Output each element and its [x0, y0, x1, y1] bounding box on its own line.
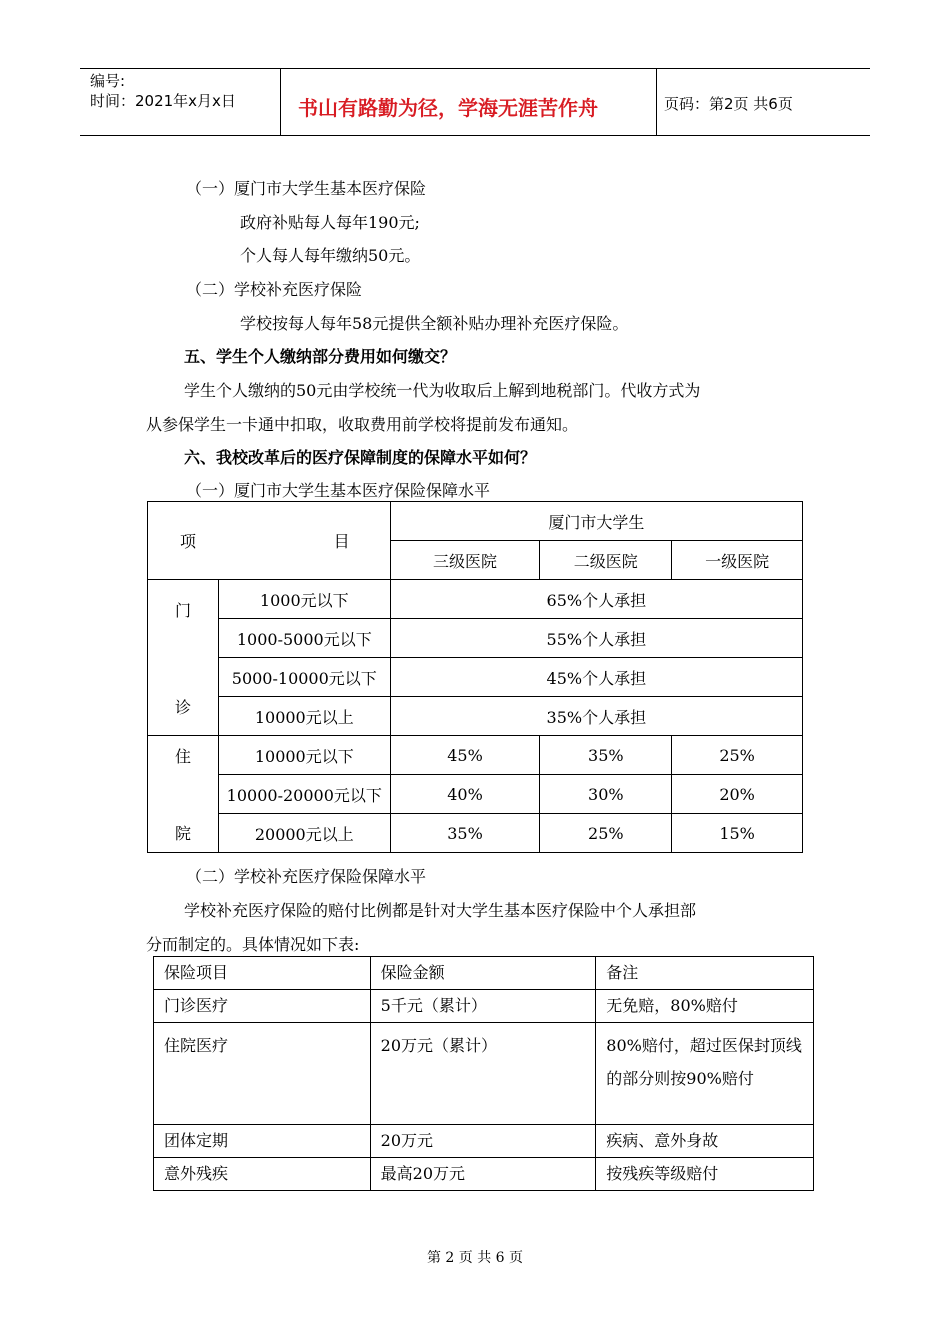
sec5-para-line1: 学生个人缴纳的50元由学校统一代为收取后上解到地税部门。代收方式为: [184, 381, 701, 400]
sec6-sub1: （一）厦门市大学生基本医疗保险保障水平: [186, 481, 491, 500]
header-motto: 书山有路勤为径，学海无涯苦作舟: [298, 96, 598, 120]
inpatient-level1-value: 20%: [672, 775, 803, 814]
outpatient-value: 35%个人承担: [390, 697, 802, 736]
inpatient-level2-value: 30%: [540, 775, 672, 814]
outpatient-value: 55%个人承担: [390, 619, 802, 658]
header-divider-right: [656, 68, 657, 136]
row-item: 门诊医疗: [154, 990, 371, 1023]
header-page-info: 页码：第2页 共6页: [664, 95, 793, 113]
sec4-item1-line1: 政府补贴每人每年190元;: [240, 213, 420, 232]
level-header-2: 二级医院: [540, 541, 672, 580]
row-item: 团体定期: [154, 1125, 371, 1158]
item-label-left: 项: [180, 532, 197, 551]
header-time-label: 时间：2021年x月x日: [90, 92, 236, 110]
inpatient-level3-value: 40%: [390, 775, 540, 814]
row-note: 按残疾等级赔付: [596, 1158, 814, 1191]
sec6-para-line2: 分而制定的。具体情况如下表:: [146, 935, 360, 954]
inpatient-range: 20000元以上: [218, 814, 390, 853]
header-divider-left: [280, 68, 281, 136]
item-header-cell: [148, 502, 391, 580]
supplementary-insurance-table: [153, 956, 814, 1191]
sec4-item2-title: （二）学校补充医疗保险: [186, 280, 363, 299]
outpatient-range: 1000元以下: [218, 580, 390, 619]
header-code-label: 编号:: [90, 72, 126, 90]
level-header-3: 三级医院: [390, 541, 540, 580]
level-header-1: 一级医院: [672, 541, 803, 580]
basic-insurance-table: [147, 501, 803, 853]
inpatient-range: 10000-20000元以下: [218, 775, 390, 814]
inpatient-level1-value: 15%: [672, 814, 803, 853]
row-note: 无免赔，80%赔付: [596, 990, 814, 1023]
row-note: 疾病、意外身故: [596, 1125, 814, 1158]
outpatient-value: 45%个人承担: [390, 658, 802, 697]
sec6-heading: 六、我校改革后的医疗保障制度的保障水平如何？: [184, 448, 537, 467]
row-amount: 20万元（累计）: [370, 1023, 596, 1125]
inpatient-level2-value: 25%: [540, 814, 672, 853]
header-item: 保险项目: [154, 957, 371, 990]
header-note: 备注: [596, 957, 814, 990]
sec6-para-line1: 学校补充医疗保险的赔付比例都是针对大学生基本医疗保险中个人承担部: [184, 901, 697, 920]
sec4-item1-line2: 个人每人每年缴纳50元。: [240, 246, 421, 265]
sec4-item1-title: （一）厦门市大学生基本医疗保险: [186, 179, 427, 198]
item-label-right: 目: [333, 532, 350, 551]
inpatient-range: 10000元以下: [218, 736, 390, 775]
inpatient-level3-value: 45%: [390, 736, 540, 775]
inpatient-label-cell: [148, 736, 219, 853]
inpatient-level2-value: 35%: [540, 736, 672, 775]
header-bottom-rule: [80, 135, 870, 136]
outpatient-range: 1000-5000元以下: [218, 619, 390, 658]
row-amount: 最高20万元: [370, 1158, 596, 1191]
outpatient-label-bottom: 诊: [174, 697, 191, 717]
row-item: 住院医疗: [154, 1023, 371, 1125]
sec6-sub2: （二）学校补充医疗保险保障水平: [186, 867, 427, 886]
inpatient-label-top: 住: [174, 747, 191, 766]
header-amount: 保险金额: [370, 957, 596, 990]
sec5-heading: 五、学生个人缴纳部分费用如何缴交？: [184, 347, 457, 366]
inpatient-label-bottom: 院: [174, 824, 191, 843]
inpatient-level1-value: 25%: [672, 736, 803, 775]
outpatient-value: 65%个人承担: [390, 580, 802, 619]
outpatient-label-top: 门: [174, 600, 191, 620]
row-amount: 5千元（累计）: [370, 990, 596, 1023]
row-amount: 20万元: [370, 1125, 596, 1158]
header-top-rule: [80, 68, 870, 69]
group-header-cell: 厦门市大学生: [390, 502, 802, 541]
row-item: 意外残疾: [154, 1158, 371, 1191]
outpatient-range: 10000元以上: [218, 697, 390, 736]
outpatient-label-cell: [148, 580, 219, 736]
row-note: 80%赔付，超过医保封顶线的部分则按90%赔付: [596, 1023, 814, 1125]
sec5-para-line2: 从参保学生一卡通中扣取，收取费用前学校将提前发布通知。: [146, 415, 579, 434]
inpatient-level3-value: 35%: [390, 814, 540, 853]
sec4-item2-line1: 学校按每人每年58元提供全额补贴办理补充医疗保险。: [240, 314, 629, 333]
outpatient-range: 5000-10000元以下: [218, 658, 390, 697]
page-footer: 第 2 页 共 6 页: [426, 1250, 524, 1266]
